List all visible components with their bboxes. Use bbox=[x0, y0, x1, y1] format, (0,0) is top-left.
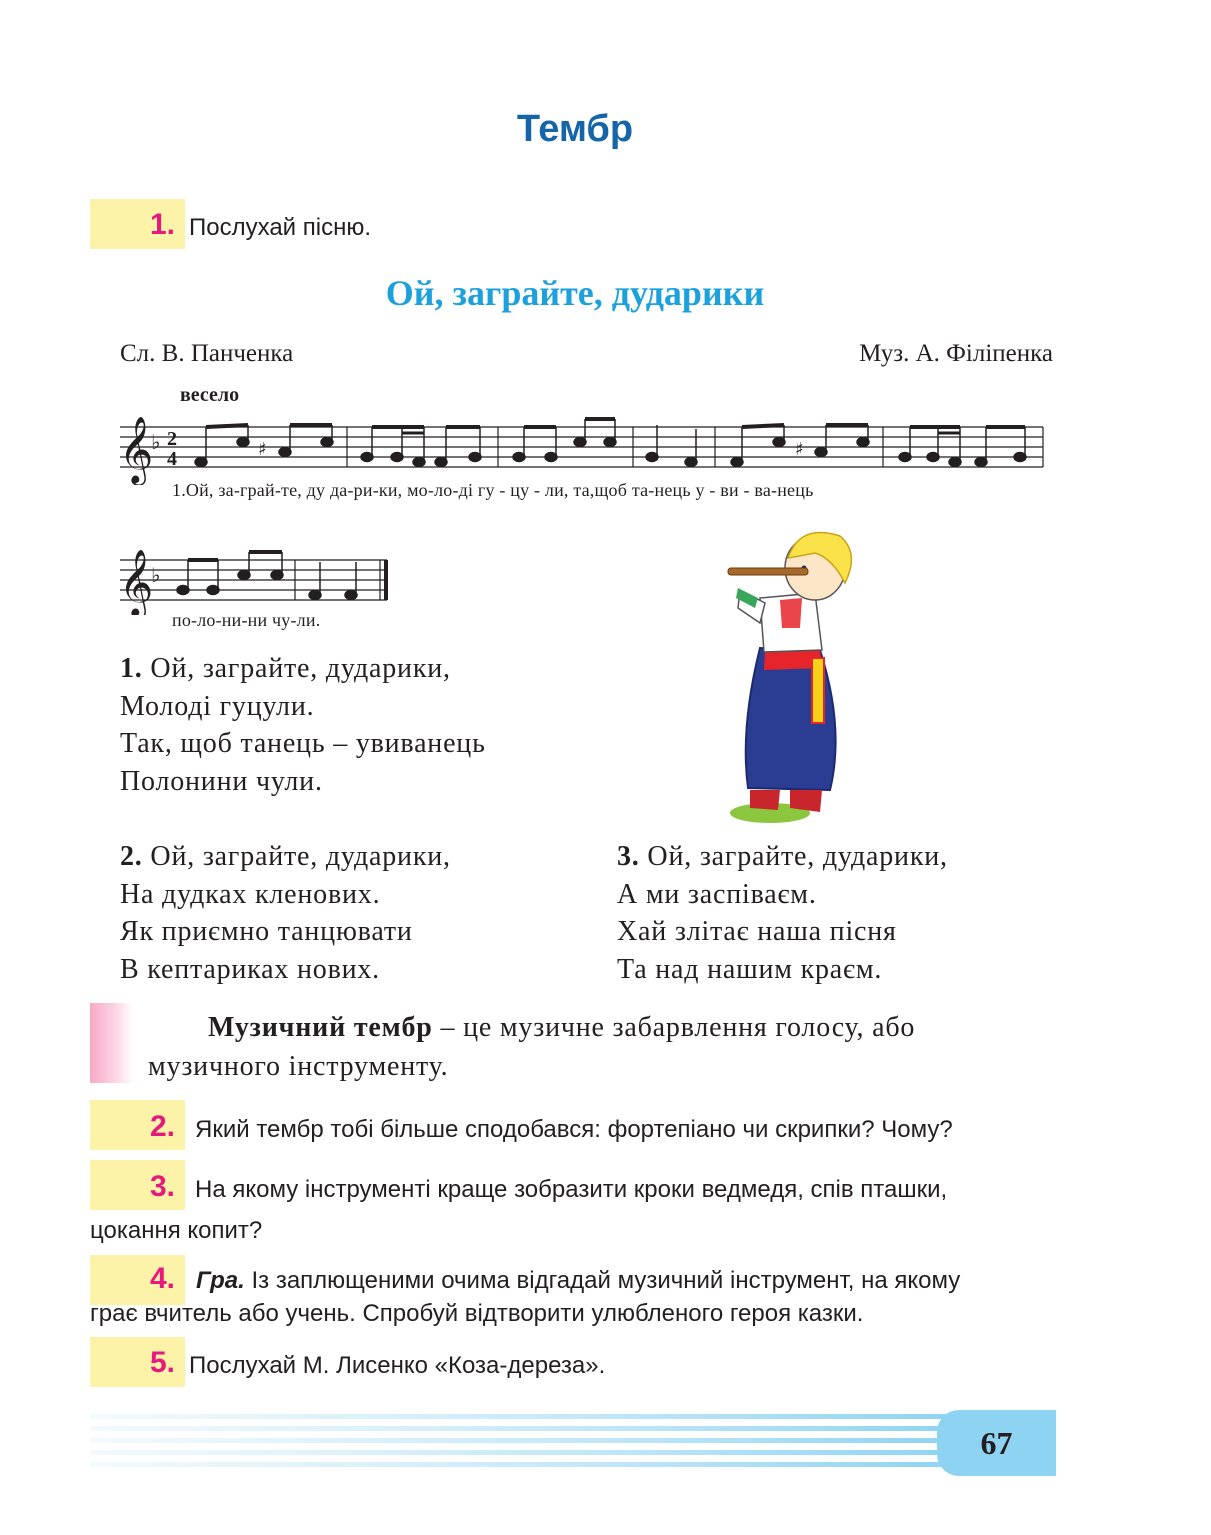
verse-3-line-1: Ой, заграйте, дударики, bbox=[647, 841, 948, 872]
verse-1-line-3: Так, щоб танець – увиванець bbox=[120, 728, 486, 759]
definition-text-2: музичного інструменту. bbox=[148, 1051, 449, 1082]
definition-text-1: – це музичне забарвлення голосу, або bbox=[432, 1012, 916, 1043]
svg-text:♯: ♯ bbox=[795, 439, 804, 460]
task-5-text: Послухай М. Лисенко «Коза-дереза». bbox=[189, 1352, 606, 1379]
task-4-number: 4. bbox=[150, 1262, 176, 1295]
verse-2-line-4: В кептариках нових. bbox=[120, 953, 380, 985]
task-1-number: 1. bbox=[150, 208, 176, 241]
tempo-marking: весело bbox=[180, 384, 240, 406]
task-2-number: 2. bbox=[150, 1110, 176, 1143]
lyrics-credit: Сл. В. Панченка bbox=[120, 340, 294, 367]
verse-2-number: 2. bbox=[120, 841, 143, 872]
time-signature-bottom: 4 bbox=[167, 448, 177, 470]
page-number: 67 bbox=[937, 1410, 1056, 1476]
verse-1-number: 1. bbox=[120, 653, 143, 684]
verse-1-line-1: Ой, заграйте, дударики, bbox=[150, 653, 451, 684]
task-4-text-line-1 bbox=[196, 1267, 960, 1295]
task-3-text-line-2: цокання копит? bbox=[90, 1217, 263, 1244]
verse-3-line-2: А ми заспіваєм. bbox=[617, 878, 817, 910]
verse-3-line-3: Хай злітає наша пісня bbox=[617, 916, 897, 947]
boy-with-flute-illustration bbox=[720, 528, 870, 828]
footer-decoration bbox=[90, 1412, 950, 1476]
verse-1-line-4: Полонини чули. bbox=[120, 765, 323, 797]
treble-clef-icon: 𝄞 bbox=[119, 548, 154, 615]
task-4-label: Гра. bbox=[196, 1267, 245, 1294]
verse-3 bbox=[617, 838, 1097, 988]
verse-2-line-2: На дудках кленових. bbox=[120, 878, 381, 910]
verse-3-number: 3. bbox=[617, 841, 640, 872]
task-1-text: Послухай пісню. bbox=[189, 214, 372, 241]
definition bbox=[148, 1008, 1088, 1086]
time-signature-top: 2 bbox=[167, 428, 177, 450]
verse-1 bbox=[120, 650, 680, 800]
verse-2-line-1: Ой, заграйте, дударики, bbox=[150, 841, 451, 872]
verse-2-line-3: Як приємно танцювати bbox=[120, 916, 413, 947]
verse-2 bbox=[120, 838, 600, 988]
music-credit: Муз. А. Філіпенка bbox=[859, 340, 1053, 367]
treble-clef-icon: 𝄞 bbox=[119, 415, 154, 483]
page-title: Тембр bbox=[516, 108, 634, 150]
verse-3-line-4: Та над нашим краєм. bbox=[617, 953, 883, 985]
music-staff-1 bbox=[115, 405, 1050, 485]
staff-2-lyrics: по-ло-ни-ни чу-ли. bbox=[172, 610, 321, 630]
task-4-text-line-2: грає вчитель або учень. Спробуй відтворити улюбленого героя казки. bbox=[90, 1300, 864, 1327]
verse-1-line-2: Молоді гуцули. bbox=[120, 690, 315, 722]
staff-1-lyrics: 1.Ой, за-грай-те, ду да-ри-ки, мо-ло-ді гу - цу - ли, та,щоб та-нець у - ви - ва-нець bbox=[172, 480, 814, 500]
task-3-text-line-1: На якому інструменті краще зобразити кроки ведмедя, спів пташки, bbox=[195, 1176, 948, 1203]
task-3-number: 3. bbox=[150, 1170, 176, 1203]
task-4-text: Із заплющеними очима відгадай музичний інструмент, на якому bbox=[251, 1267, 961, 1294]
definition-marker bbox=[90, 1003, 134, 1083]
song-title: Ой, заграйте, дударики bbox=[385, 273, 765, 313]
task-2-text: Який тембр тобі більше сподобався: фортепіано чи скрипки? Чому? bbox=[195, 1116, 953, 1143]
flat-icon: ♭ bbox=[151, 563, 161, 587]
svg-text:♯: ♯ bbox=[258, 439, 267, 460]
flat-icon: ♭ bbox=[151, 430, 161, 454]
music-staff-2 bbox=[115, 540, 395, 615]
definition-term: Музичний тембр bbox=[208, 1012, 433, 1043]
task-5-number: 5. bbox=[150, 1346, 176, 1379]
